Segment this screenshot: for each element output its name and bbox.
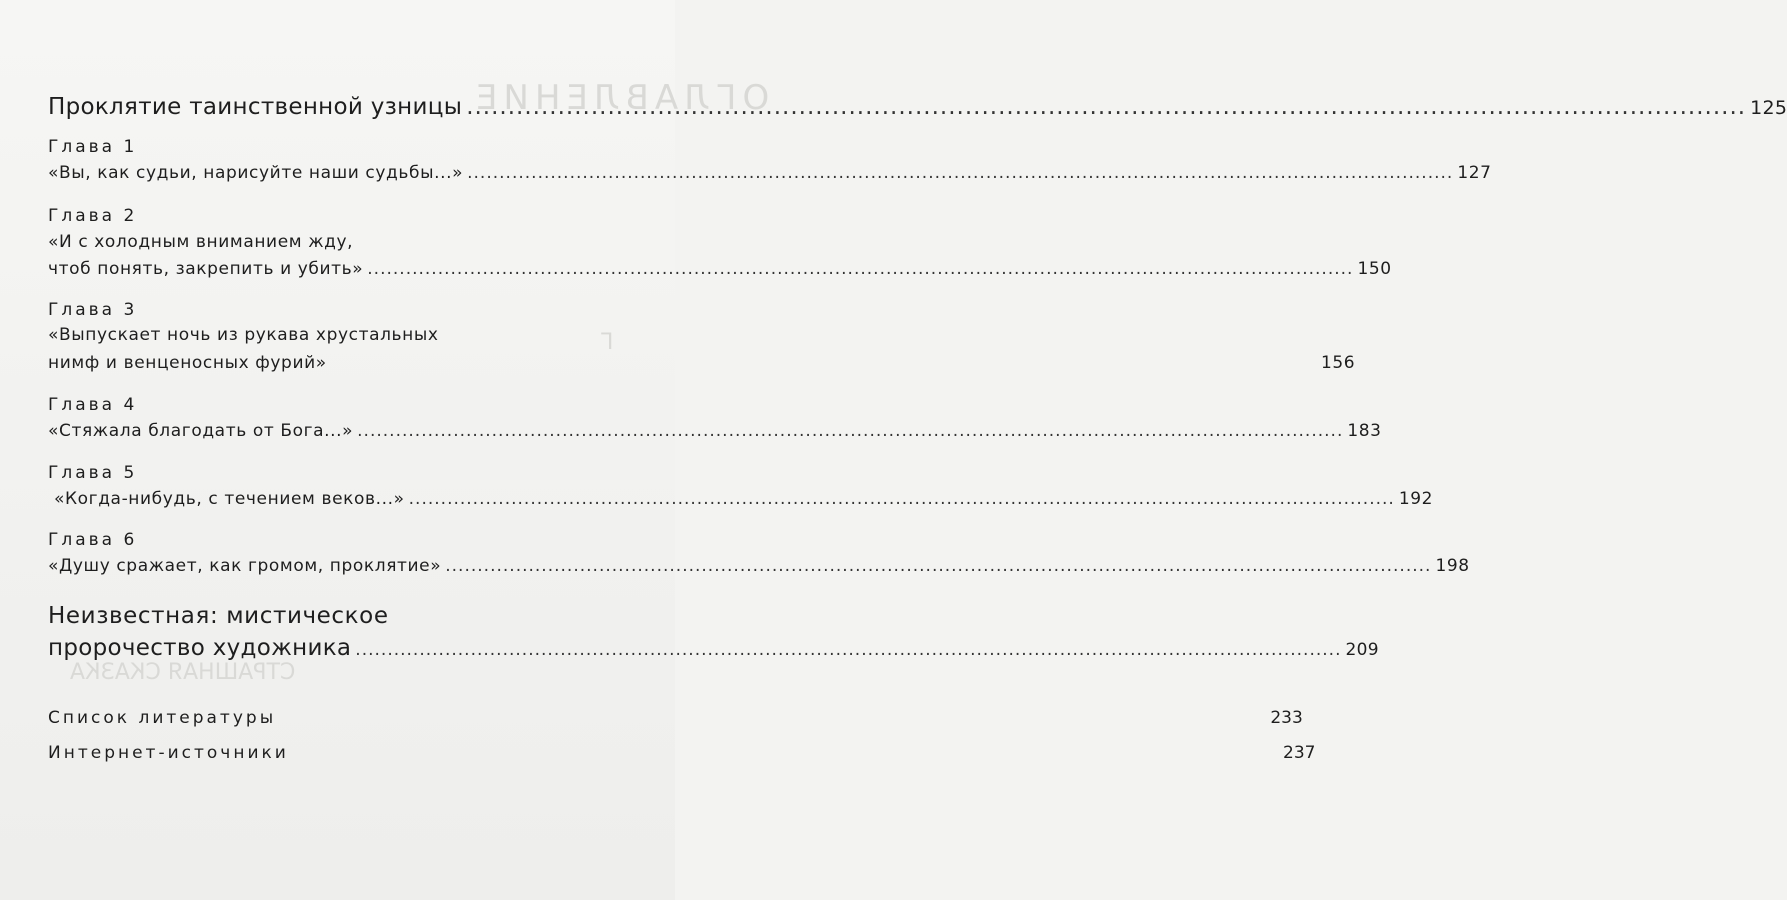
part-title-line: пророчество художника bbox=[48, 635, 352, 661]
leader-dots bbox=[357, 421, 1343, 441]
page-number: 150 bbox=[1357, 259, 1392, 279]
toc-entry-internet-sources[interactable] bbox=[48, 743, 1316, 763]
toc-entry-chapter-1[interactable] bbox=[48, 163, 1492, 183]
chapter-label: Глава 5 bbox=[48, 463, 138, 483]
leader-dots bbox=[367, 259, 1353, 279]
leader-dots bbox=[466, 94, 1746, 120]
page-number: 198 bbox=[1435, 556, 1470, 576]
bleed-through-texture: Г bbox=[600, 330, 614, 355]
page-number: 192 bbox=[1398, 489, 1434, 509]
chapter-title-line: нимф и венценосных фурий» bbox=[48, 353, 327, 373]
chapter-label: Глава 4 bbox=[48, 395, 138, 415]
bleed-through-texture: СТРАШНАЯ СКАЗКА bbox=[70, 660, 296, 685]
leader-dots bbox=[467, 163, 1453, 183]
toc-entry-chapter-3[interactable] bbox=[48, 353, 1356, 373]
toc-entry-chapter-5[interactable] bbox=[54, 489, 1434, 509]
toc-entry-bibliography[interactable] bbox=[48, 708, 1303, 728]
chapter-label: Глава 6 bbox=[48, 530, 138, 550]
bleed-through-texture: ОГЛАВЛЕНИЕ bbox=[470, 78, 770, 118]
leader-dots bbox=[355, 640, 1341, 660]
toc-entry-chapter-6[interactable] bbox=[48, 556, 1470, 576]
chapter-title-line: «Выпускает ночь из рукава хрустальных bbox=[48, 325, 439, 345]
toc-entry-chapter-4[interactable] bbox=[48, 421, 1382, 441]
part-title-line: Неизвестная: мистическое bbox=[48, 603, 389, 629]
toc-entry-part-2[interactable] bbox=[48, 635, 1379, 661]
bibliography-title: Список литературы bbox=[48, 708, 277, 728]
chapter-title: «Вы, как судьи, нарисуйте наши судьбы...» bbox=[48, 163, 464, 183]
chapter-title: «Душу сражает, как громом, проклятие» bbox=[48, 556, 442, 576]
leader-dots bbox=[409, 489, 1395, 509]
page-number: 183 bbox=[1347, 421, 1382, 441]
page-number: 209 bbox=[1345, 640, 1379, 660]
page-number: 127 bbox=[1457, 163, 1492, 183]
chapter-label: Глава 2 bbox=[48, 206, 138, 226]
chapter-title-line: «И с холодным вниманием жду, bbox=[48, 232, 354, 252]
part-title: Проклятие таинственной узницы bbox=[48, 94, 463, 120]
chapter-title: «Когда-нибудь, с течением веков...» bbox=[54, 489, 405, 509]
page-number: 156 bbox=[1320, 353, 1356, 373]
chapter-title-line: чтоб понять, закрепить и убить» bbox=[48, 259, 364, 279]
chapter-label: Глава 1 bbox=[48, 137, 138, 157]
chapter-label: Глава 3 bbox=[48, 300, 138, 320]
leader-dots bbox=[445, 556, 1431, 576]
page-number: 233 bbox=[1270, 708, 1303, 728]
chapter-title: «Стяжала благодать от Бога...» bbox=[48, 421, 354, 441]
page-number: 237 bbox=[1283, 743, 1316, 763]
toc-entry-chapter-2[interactable] bbox=[48, 259, 1392, 279]
page-number: 125 bbox=[1750, 97, 1787, 119]
internet-sources-title: Интернет-источники bbox=[48, 743, 289, 763]
